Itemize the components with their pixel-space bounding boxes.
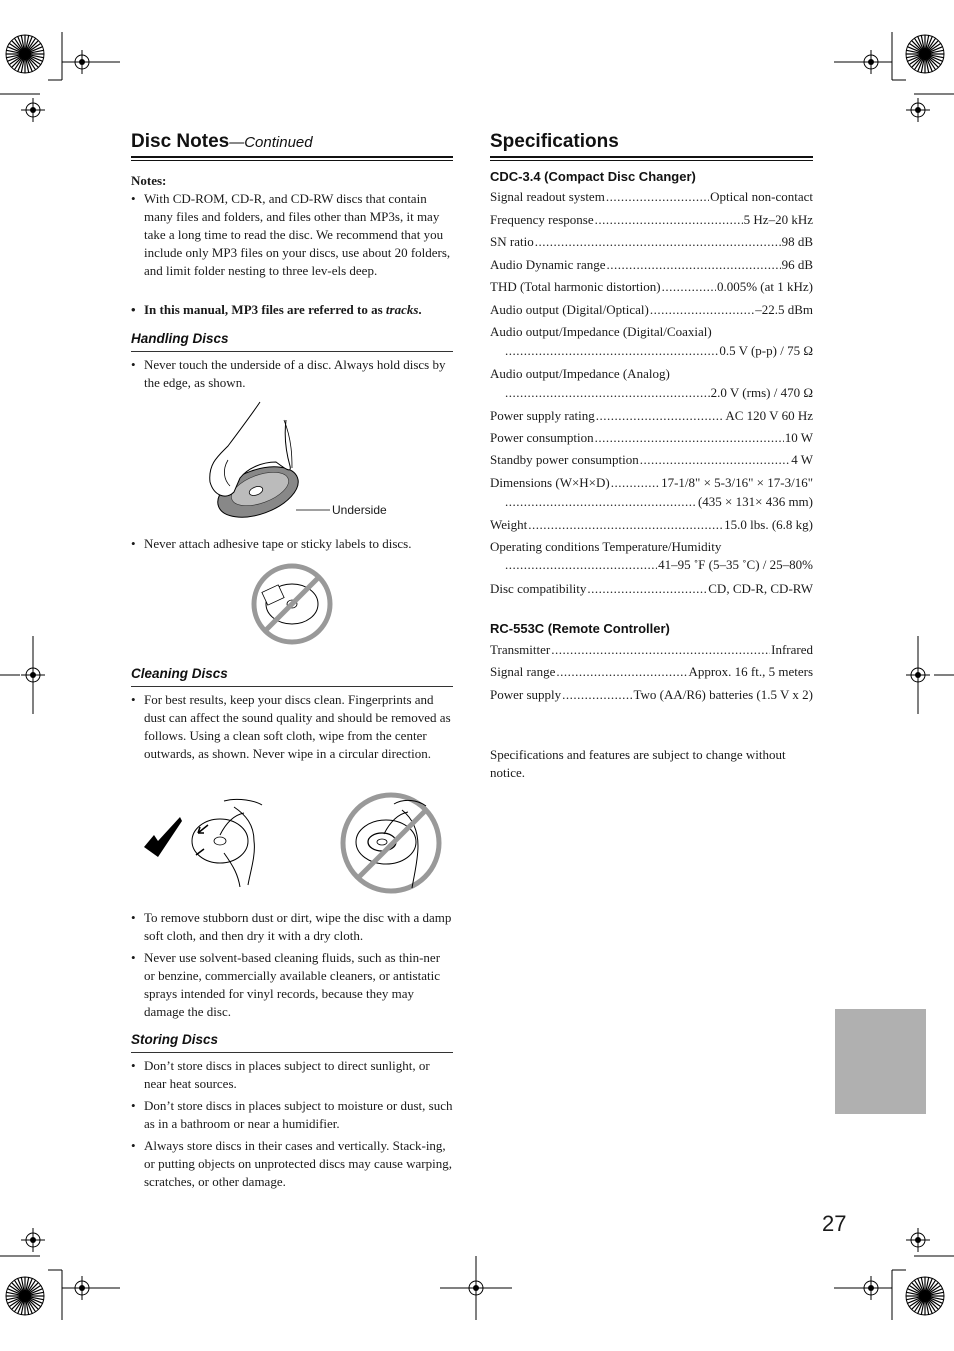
spec-row xyxy=(490,211,813,229)
chapter-tab xyxy=(835,1009,926,1114)
spec-label: Dimensions (W×H×D) xyxy=(490,475,610,490)
spec-value: Infrared xyxy=(771,642,813,657)
storing-rule xyxy=(131,1052,453,1053)
title-rule xyxy=(131,156,453,161)
spec-value: 0.5 V (p-p) / 75 Ω xyxy=(719,343,813,358)
notes-bullet-2-suffix: . xyxy=(418,302,422,317)
section-title-specifications: Specifications xyxy=(490,131,619,152)
spec-value: –22.5 dBm xyxy=(755,302,813,317)
spec-label: Standby power consumption xyxy=(490,452,639,467)
spec-value: 41–95 ˚F (5–35 ˚C) / 25–80% xyxy=(658,557,813,572)
storing-bullet-1-text: Don’t store discs in places subject to direct sunlight, or near heat sources. xyxy=(144,1058,430,1091)
spec-value: AC 120 V 60 Hz xyxy=(725,408,813,423)
spec-row-dimensions-mm xyxy=(490,493,813,511)
spec-row-operating xyxy=(490,556,813,574)
spec-value: Two (AA/R6) batteries (1.5 V x 2) xyxy=(633,687,813,702)
spec-row xyxy=(490,301,813,319)
correct-wiping-illustration xyxy=(138,795,268,887)
page-number: 27 xyxy=(822,1211,847,1236)
notes-label: Notes: xyxy=(131,173,167,188)
section-title-disc-notes xyxy=(131,131,313,153)
heading-handling-discs: Handling Discs xyxy=(131,331,229,346)
spec-row xyxy=(490,663,813,681)
spec-row xyxy=(490,256,813,274)
heading-storing-discs: Storing Discs xyxy=(131,1032,219,1047)
spec-label: Disc compatibility xyxy=(490,581,587,596)
spec-row xyxy=(490,641,813,659)
spec-value: 15.0 lbs. (6.8 kg) xyxy=(724,517,813,532)
spec-value: 10 W xyxy=(784,430,813,445)
title-continued: —Continued xyxy=(229,134,313,151)
spec-coaxial-label: Audio output/Impedance (Digital/Coaxial) xyxy=(490,324,712,339)
spec-value: (435 × 131× 436 mm) xyxy=(697,494,813,509)
spec-label: SN ratio xyxy=(490,234,534,249)
spec-value: 96 dB xyxy=(781,257,813,272)
cleaning-bullet-3-text: Never use solvent-based cleaning fluids, such as thin-ner or benzine, commercially available cleaners, or antistatic sprays intended for vinyl records, because they may damage the disc. xyxy=(144,950,441,1019)
notes-bullet-2-italic: tracks xyxy=(385,302,419,317)
cleaning-bullet-2-text: To remove stubborn dust or dirt, wipe the disc with a damp soft cloth, and then dry it with a dry cloth. xyxy=(144,910,452,943)
spec-value: 4 W xyxy=(791,452,813,467)
spec-row xyxy=(490,429,813,447)
checkmark-icon xyxy=(144,817,182,857)
spec-analog-label: Audio output/Impedance (Analog) xyxy=(490,366,670,381)
spec-label: Power consumption xyxy=(490,430,594,445)
spec-label: Audio output (Digital/Optical) xyxy=(490,302,649,317)
notes-bullet-2-text: In this manual, MP3 files are referred to as xyxy=(144,302,386,317)
spec-value: Optical non-contact xyxy=(710,189,813,204)
spec-value: 5 Hz–20 kHz xyxy=(743,212,813,227)
handling-bullet-2-text: Never attach adhesive tape or sticky labels to discs. xyxy=(144,536,412,551)
spec-row xyxy=(490,451,813,469)
storing-bullet-2-text: Don’t store discs in places subject to moisture or dust, such as in a bathroom or near a humidifier. xyxy=(144,1098,453,1131)
handling-bullet-1-text: Never touch the underside of a disc. Always hold discs by the edge, as shown. xyxy=(144,357,446,390)
spec-label: Frequency response xyxy=(490,212,594,227)
spec-value: 17-1/8" × 5-3/16" × 17-3/16" xyxy=(661,475,813,490)
spec-row xyxy=(490,188,813,206)
spec-row xyxy=(490,278,813,296)
spec-row-weight xyxy=(490,516,813,534)
spec-label: THD (Total harmonic distortion) xyxy=(490,279,661,294)
heading-cdc: CDC-3.4 (Compact Disc Changer) xyxy=(490,169,696,184)
notes-bullet-1-text: With CD-ROM, CD-R, and CD-RW discs that contain many files and folders, and files other than MP3s, it may take a long time to read the disc. We recommend that you include only MP3 files on your discs, use about 20 folders, and limit folder nesting to three lev-els deep. xyxy=(144,191,451,278)
spec-row-coaxial xyxy=(490,342,813,360)
spec-row-analog xyxy=(490,384,813,402)
heading-cleaning-discs: Cleaning Discs xyxy=(131,666,228,681)
spec-operating-label: Operating conditions Temperature/Humidity xyxy=(490,539,722,554)
no-labels-prohibited-illustration xyxy=(250,562,334,646)
spec-row-compat xyxy=(490,580,813,598)
spec-label: Transmitter xyxy=(490,642,551,657)
spec-label: Signal readout system xyxy=(490,189,605,204)
spec-label: Power supply xyxy=(490,687,562,702)
spec-value: Approx. 16 ft., 5 meters xyxy=(688,664,813,679)
specifications-rule xyxy=(490,156,813,161)
heading-rc: RC-553C (Remote Controller) xyxy=(490,621,670,636)
spec-row xyxy=(490,474,813,492)
spec-label: Signal range xyxy=(490,664,556,679)
specifications-footnote: Specifications and features are subject to change without notice. xyxy=(490,747,786,780)
spec-label: Audio Dynamic range xyxy=(490,257,606,272)
spec-value: 2.0 V (rms) / 470 Ω xyxy=(710,385,813,400)
underside-label: Underside xyxy=(332,503,387,517)
spec-value: 98 dB xyxy=(781,234,813,249)
handling-rule xyxy=(131,351,453,352)
incorrect-wiping-prohibited-illustration xyxy=(338,790,444,896)
cleaning-bullet-1-text: For best results, keep your discs clean. Fingerprints and dust can affect the sound quality and should be removed as follows. Using a clean soft cloth, wipe from the center outwards, as shown. Never wipe in a circular direction. xyxy=(144,692,451,761)
spec-label: Power supply rating xyxy=(490,408,595,423)
storing-bullet-3-text: Always store discs in their cases and vertically. Stack-ing, or putting objects on unprotected discs may cause warping, scratches, or other damage. xyxy=(144,1138,452,1189)
spec-row xyxy=(490,686,813,704)
spec-value: 0.005% (at 1 kHz) xyxy=(716,279,813,294)
spec-row xyxy=(490,407,813,425)
cleaning-rule xyxy=(131,686,453,687)
spec-value: CD, CD-R, CD-RW xyxy=(708,581,813,596)
title-text: Disc Notes xyxy=(131,131,230,152)
spec-label: Weight xyxy=(490,517,528,532)
spec-row xyxy=(490,233,813,251)
hand-holding-disc-illustration xyxy=(200,400,340,520)
